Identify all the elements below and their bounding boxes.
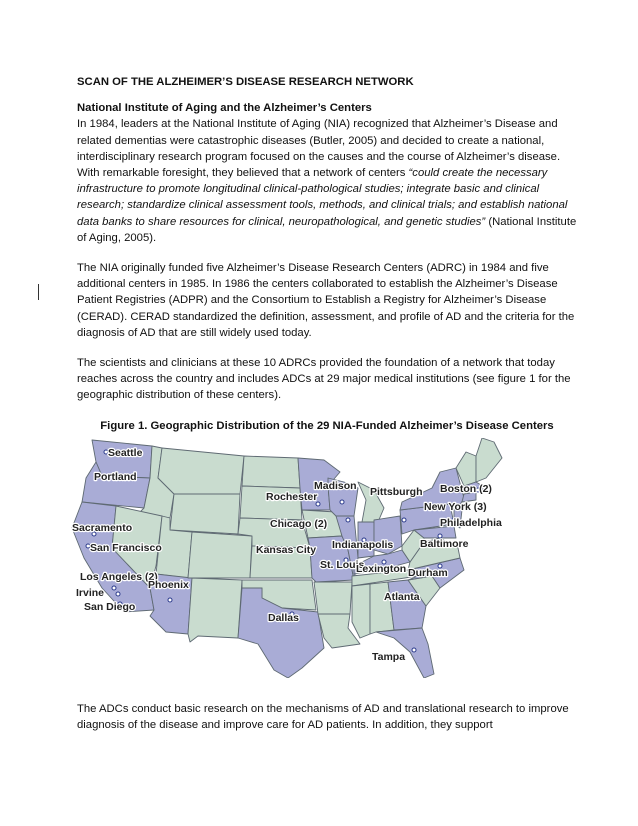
quoted-text: “could create the necessary infrastructure to promote longitudinal clinical-pathological studies; integrate basic and clinical research; standardize clinical assessment tools, methods, and clinical trials; and establish national data banks to share resources for clinical, neuropathological, and genetic studies” — [77, 167, 568, 228]
state-montana — [158, 448, 244, 494]
city-marker-los-angeles — [112, 586, 116, 590]
paragraph-adc-research: The ADCs conduct basic research on the mechanisms of AD and translational research to improve diagnosis of the disease and improve care for AD patients. In addition, they support — [77, 703, 569, 732]
state-mississippi — [352, 584, 370, 638]
city-label-baltimore: Baltimore — [420, 538, 469, 550]
state-colorado — [188, 532, 252, 578]
city-label-boston: Boston (2) — [440, 483, 492, 495]
city-label-sacramento: Sacramento — [72, 522, 133, 534]
city-label-san-diego: San Diego — [84, 601, 136, 613]
city-marker-pittsburgh — [402, 518, 406, 522]
city-marker-chicago — [346, 518, 350, 522]
city-label-atlanta: Atlanta — [384, 591, 420, 603]
us-map-figure — [62, 438, 512, 678]
city-label-portland: Portland — [94, 471, 137, 483]
section-heading: National Institute of Aging and the Alzheimer’s Centers — [77, 102, 372, 115]
state-new-mexico — [188, 578, 242, 642]
city-label-dallas: Dallas — [268, 612, 299, 624]
city-label-indianapolis: Indianapolis — [332, 539, 394, 551]
paragraph-lead-text: In 1984, leaders at the National Institute of Aging (NIA) recognized that Alzheimer’s Disease and related dementias were catastrophic diseases (Butler, 2005) and decided to create a national, interdisciplinary research program focused on the causes and the course of Alzheimer’s disease. With remarkable foresight, they believed that a network of centers — [77, 118, 561, 180]
text-cursor-mark — [38, 284, 39, 300]
city-label-los-angeles: Los Angeles (2) — [80, 571, 158, 583]
city-label-irvine: Irvine — [76, 587, 105, 599]
state-maine — [476, 438, 502, 482]
city-label-tampa: Tampa — [372, 651, 406, 663]
document-title: SCAN OF THE ALZHEIMER’S DISEASE RESEARCH NETWORK — [77, 76, 414, 88]
city-label-rochester: Rochester — [266, 491, 318, 503]
us-map — [62, 438, 512, 678]
city-label-lexington: Lexington — [356, 563, 407, 575]
paragraph-nia-history — [77, 116, 577, 246]
city-marker-tampa — [412, 648, 416, 652]
city-label-pittsburgh: Pittsburgh — [370, 486, 423, 498]
citation-text: (National Institute of Aging, 2005). — [77, 215, 577, 244]
city-label-chicago: Chicago (2) — [270, 518, 328, 530]
city-label-madison: Madison — [314, 480, 357, 492]
state-wyoming — [170, 494, 240, 534]
city-label-seattle: Seattle — [108, 447, 143, 459]
city-marker-phoenix — [168, 598, 172, 602]
city-label-phoenix: Phoenix — [148, 579, 189, 591]
paragraph-adrc-funding: The NIA originally funded five Alzheimer’s Disease Research Centers (ADRC) in 1984 and five additional centers in 1985. In 1986 the centers collaborated to establish the Alzheimer’s Disease Patient Registries (ADPR) and the Consortium to Establish a Registry for Alzheimer’s Disease (CERAD). CERAD standardized the definition, assessment, and profile of AD and the criteria for the diagnosis of AD that are still widely used today. — [77, 262, 575, 339]
city-label-durham: Durham — [408, 567, 448, 579]
state-arkansas — [314, 582, 352, 614]
paragraph-network-scope: The scientists and clinicians at these 10 ADRCs provided the foundation of a network that today reaches across the country and includes ADCs at 29 major medical institutions (see figure 1 for the geographic distribution of these centers). — [77, 357, 571, 402]
city-marker-madison — [340, 500, 344, 504]
city-label-kansas-city: Kansas City — [256, 544, 317, 556]
city-marker-irvine — [116, 592, 120, 596]
state-north-dakota — [242, 456, 300, 488]
document-body — [77, 74, 577, 444]
figure-caption: Figure 1. Geographic Distribution of the 29 NIA-Funded Alzheimer’s Disease Centers — [100, 419, 554, 432]
city-label-san-francisco: San Francisco — [90, 542, 162, 554]
city-label-philadelphia: Philadelphia — [440, 517, 502, 529]
city-label-new-york: New York (3) — [424, 501, 487, 513]
city-label-st-louis: St. Louis — [320, 559, 365, 571]
